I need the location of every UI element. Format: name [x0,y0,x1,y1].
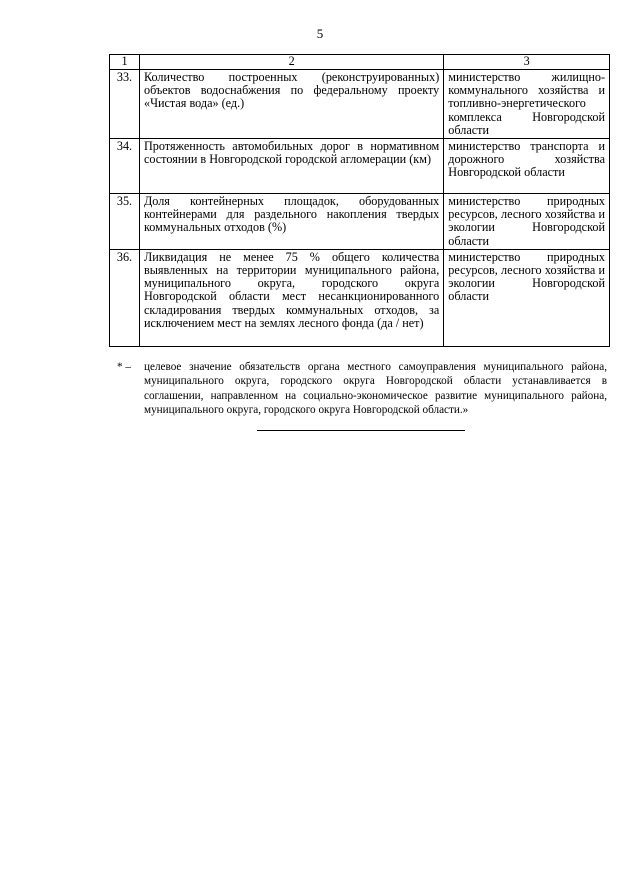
indicator-name: Ликвидация не менее 75 % общего количества выявленных на территории муниципального района, муниципального округа, городского округа Новгородской области мест несанкционированного складирования твердых коммунальных отходов, за исключением мест на землях лесного фонда (да / нет) [139,249,443,346]
end-divider [257,430,465,431]
responsible-ministry: министерство транспорта и дорожного хозяйства Новгородской области [444,139,610,194]
responsible-ministry: министерство природных ресурсов, лесного хозяйства и экологии Новгородской области [444,249,610,346]
table-row [110,139,610,194]
row-number: 34. [110,139,140,194]
indicators-table [109,54,610,347]
table-row [110,249,610,346]
indicator-name: Количество построенных (реконструированных) объектов водоснабжения по федеральному проекту «Чистая вода» (ед.) [139,70,443,139]
footnote-text: целевое значение обязательств органа местного самоуправления муниципального района, муниципального округа, городского округа Новгородской области устанавливается в соглашении, направленном на социально-экономическое развитие муниципального района, муниципального округа, городского округа Новгородской области.» [144,361,607,417]
footnote-mark: * – [117,361,131,373]
table-row [110,194,610,250]
footnote [117,360,607,418]
row-number: 36. [110,249,140,346]
table-row [110,70,610,139]
row-number: 33. [110,70,140,139]
row-number: 35. [110,194,140,250]
responsible-ministry: министерство природных ресурсов, лесного хозяйства и экологии Новгородской области [444,194,610,250]
responsible-ministry: министерство жилищно-коммунального хозяйства и топливно-энергетического комплекса Новгородской области [444,70,610,139]
column-header: 2 [139,55,443,70]
indicator-name: Доля контейнерных площадок, оборудованных контейнерами для раздельного накопления твердых коммунальных отходов (%) [139,194,443,250]
indicator-name: Протяженность автомобильных дорог в нормативном состоянии в Новгородской городской агломерации (км) [139,139,443,194]
page-number: 5 [316,26,324,41]
table-header-row [110,55,610,70]
column-header: 3 [444,55,610,70]
column-header: 1 [110,55,140,70]
